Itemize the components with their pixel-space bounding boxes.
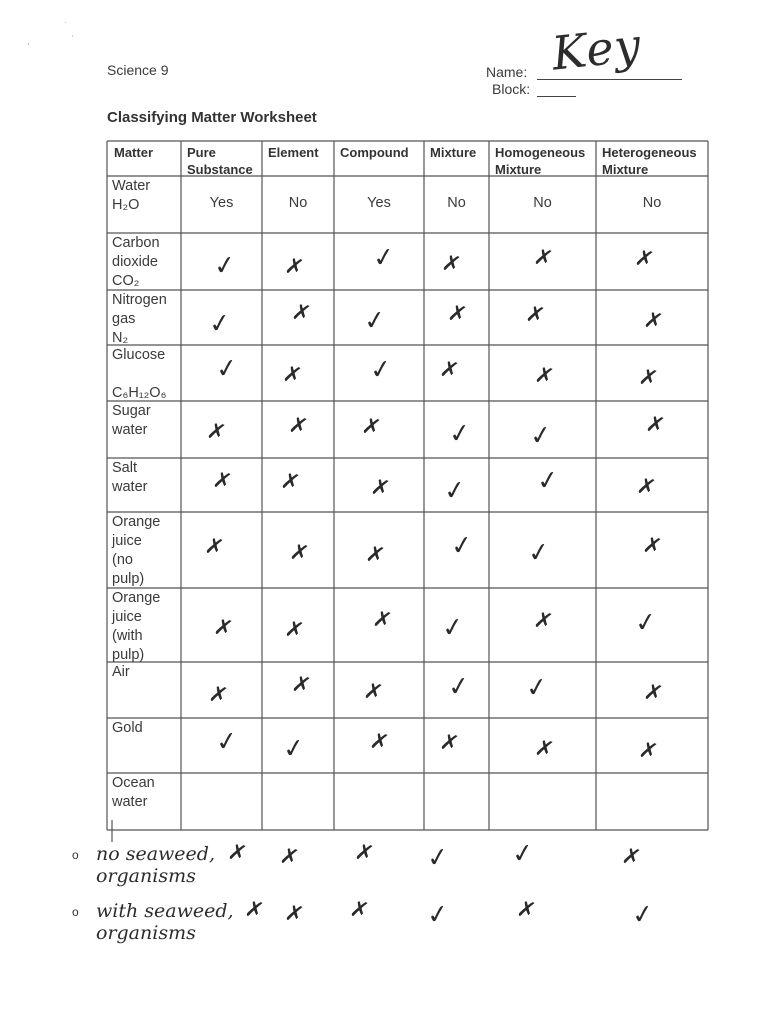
note-bullet: o xyxy=(72,905,79,919)
matter-name: Ocean water xyxy=(112,775,155,810)
matter-name: Sugar water xyxy=(112,403,151,438)
matter-name: Air xyxy=(112,664,130,680)
check-mark-icon: ✓ xyxy=(425,898,451,932)
cross-mark-icon: ✗ xyxy=(367,727,391,757)
cross-mark-icon: ✗ xyxy=(634,473,658,502)
cross-mark-icon: ✗ xyxy=(514,896,538,925)
check-mark-icon: ✓ xyxy=(446,417,473,450)
check-mark-icon: ✓ xyxy=(527,419,554,452)
check-mark-icon: ✓ xyxy=(523,671,550,705)
scan-speck: , xyxy=(27,36,30,46)
cross-mark-icon: ✗ xyxy=(532,362,556,391)
cross-mark-icon: ✗ xyxy=(282,616,306,645)
matter-name: Carbon dioxide CO₂ xyxy=(112,235,160,289)
answer-text: Yes xyxy=(367,194,391,211)
cross-mark-icon: ✗ xyxy=(361,678,385,707)
cross-mark-icon: ✗ xyxy=(641,306,665,336)
matter-name: Nitrogen gas N₂ xyxy=(112,292,167,346)
cross-mark-icon: ✗ xyxy=(359,412,383,442)
cross-mark-icon: ✗ xyxy=(640,532,664,561)
answer-text: No xyxy=(288,194,308,211)
cross-mark-icon: ✗ xyxy=(202,533,226,562)
cross-mark-icon: ✗ xyxy=(347,896,371,925)
column-header: Heterogeneous Mixture xyxy=(602,145,697,177)
check-mark-icon: ✓ xyxy=(213,352,240,386)
matter-name: Gold xyxy=(112,720,143,736)
check-mark-icon: ✓ xyxy=(633,606,659,640)
cross-mark-icon: ✗ xyxy=(280,361,304,390)
check-mark-icon: ✓ xyxy=(213,725,240,758)
cross-mark-icon: ✗ xyxy=(437,728,461,758)
cross-mark-icon: ✗ xyxy=(206,681,230,710)
cross-mark-icon: ✗ xyxy=(523,300,547,330)
cross-mark-icon: ✗ xyxy=(278,468,302,497)
check-mark-icon: ✓ xyxy=(425,841,451,875)
cross-mark-icon: ✗ xyxy=(289,671,313,700)
answer-text: No xyxy=(642,194,662,211)
cross-mark-icon: ✗ xyxy=(437,356,461,385)
scan-speck: · xyxy=(64,18,67,27)
cross-mark-icon: ✗ xyxy=(289,298,313,328)
check-mark-icon: ✓ xyxy=(281,732,307,765)
answer-text: Yes xyxy=(209,194,234,211)
check-mark-icon: ✓ xyxy=(441,474,468,508)
check-mark-icon: ✓ xyxy=(510,837,536,871)
cross-mark-icon: ✗ xyxy=(242,896,266,925)
matter-name: Water H₂O xyxy=(112,178,151,213)
cross-mark-icon: ✗ xyxy=(641,679,665,708)
cross-mark-icon: ✗ xyxy=(287,539,311,568)
cross-mark-icon: ✗ xyxy=(368,474,392,503)
cross-mark-icon: ✗ xyxy=(204,417,228,447)
check-mark-icon: ✓ xyxy=(368,353,394,387)
cross-mark-icon: ✗ xyxy=(636,364,660,393)
cross-mark-icon: ✗ xyxy=(632,244,656,274)
cross-mark-icon: ✗ xyxy=(532,734,556,764)
note-text: no seaweed, organisms xyxy=(96,843,215,887)
check-mark-icon: ✓ xyxy=(211,249,238,282)
matter-name: Orange juice (with pulp) xyxy=(112,590,161,663)
check-mark-icon: ✓ xyxy=(630,898,656,932)
cross-mark-icon: ✗ xyxy=(210,467,234,496)
course-label: Science 9 xyxy=(107,62,169,78)
note-bullet: o xyxy=(72,848,79,862)
check-mark-icon: ✓ xyxy=(445,670,472,704)
cross-mark-icon: ✗ xyxy=(531,607,555,636)
worksheet-title: Classifying Matter Worksheet xyxy=(107,109,317,126)
column-header: Element xyxy=(268,145,319,160)
cross-mark-icon: ✗ xyxy=(445,299,469,329)
cross-mark-icon: ✗ xyxy=(352,839,376,868)
cross-mark-icon: ✗ xyxy=(286,411,310,441)
cross-mark-icon: ✗ xyxy=(225,839,249,868)
name-label: Name: xyxy=(486,64,528,80)
cross-mark-icon: ✗ xyxy=(277,843,301,872)
answer-text: No xyxy=(447,194,466,211)
column-header: Matter xyxy=(114,145,154,160)
column-header: Pure Substance xyxy=(187,145,253,177)
cross-mark-icon: ✗ xyxy=(370,606,394,635)
cross-mark-icon: ✗ xyxy=(439,249,463,279)
name-value-handwritten: Key xyxy=(549,17,644,81)
cross-mark-icon: ✗ xyxy=(211,614,235,643)
column-header: Homogeneous Mixture xyxy=(495,145,586,177)
cross-mark-icon: ✗ xyxy=(282,900,306,929)
cross-mark-icon: ✗ xyxy=(363,541,387,570)
cross-mark-icon: ✗ xyxy=(636,736,660,766)
check-mark-icon: ✓ xyxy=(448,529,475,563)
matter-name: Orange juice (no pulp) xyxy=(112,514,161,587)
scan-speck: ' xyxy=(72,34,74,43)
column-header: Mixture xyxy=(430,145,477,160)
check-mark-icon: ✓ xyxy=(439,611,466,645)
block-label: Block: xyxy=(492,81,531,97)
cross-mark-icon: ✗ xyxy=(531,243,555,273)
note-text: with seaweed, organisms xyxy=(96,900,234,944)
check-mark-icon: ✓ xyxy=(525,536,552,570)
cross-mark-icon: ✗ xyxy=(282,252,306,282)
matter-name: Glucose C₆H₁₂O₆ xyxy=(112,347,167,401)
cross-mark-icon: ✗ xyxy=(643,410,667,440)
cross-mark-icon: ✗ xyxy=(619,843,643,872)
check-mark-icon: ✓ xyxy=(206,307,233,340)
check-mark-icon: ✓ xyxy=(534,464,561,498)
answer-text: No xyxy=(533,194,552,211)
check-mark-icon: ✓ xyxy=(371,241,397,274)
column-header: Compound xyxy=(340,145,409,160)
matter-name: Salt water xyxy=(112,460,148,495)
check-mark-icon: ✓ xyxy=(362,304,388,337)
